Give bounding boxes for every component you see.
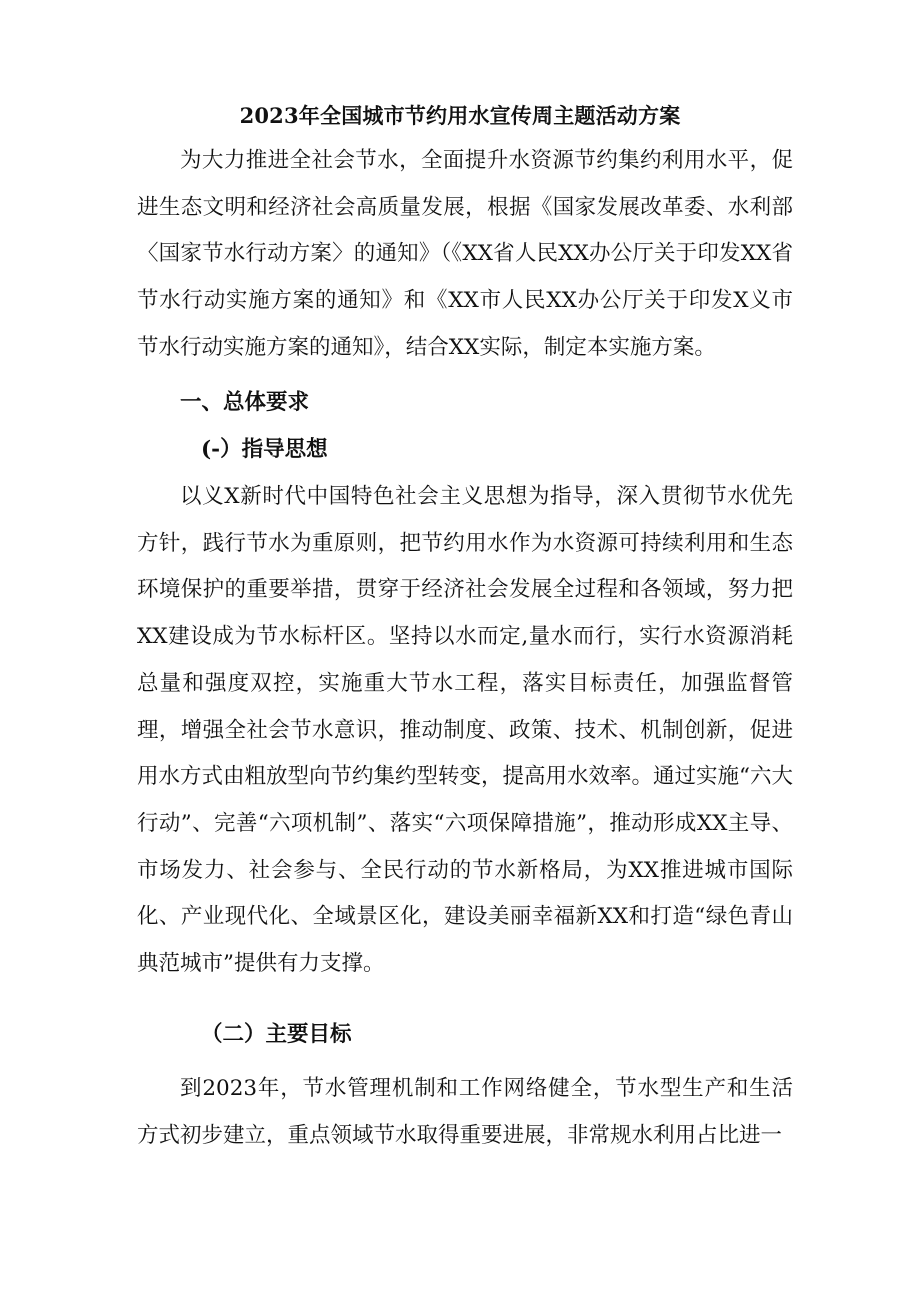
document-title: 2023年全国城市节约用水宣传周主题活动方案 bbox=[239, 103, 681, 128]
intro-paragraph: 为大力推进全社会节水，全面提升水资源节约集约利用水平，促进生态文明和经济社会高质量发展，根据《国家发展改革委、水利部〈国家节水行动方案〉的通知》（《XX省人民XX办公厅关于印发XX省节水行动实施方案的通知》和《XX市人民XX办公厅关于印发X义市节水行动实施方案的通知》，结合XX实际，制定本实施方案。 bbox=[137, 148, 793, 360]
main-goal-paragraph: 到2023年，节水管理机制和工作网络健全，节水型生产和生活方式初步建立，重点领域节水取得重要进展，非常规水利用占比进一 bbox=[137, 1076, 793, 1148]
section-heading-general-requirements: 一、总体要求 bbox=[180, 390, 310, 415]
guiding-thought-paragraph: 以义X新时代中国特色社会主义思想为指导，深入贯彻节水优先方针，践行节水为重原则，把节约用水作为水资源可持续利用和生态环境保护的重要举措，贯穿于经济社会发展全过程和各领域，努力把XX建设成为节水标杆区。坚持以水而定,量水而行，实行水资源消耗总量和强度双控，实施重大节水工程，落实目标责任，加强监督管理，增强全社会节水意识，推动制度、政策、技术、机制创新，促进用水方式由粗放型向节约集约型转变，提高用水效率。通过实施“六大行动”、完善“六项机制”、落实“六项保障措施”，推动形成XX主导、市场发力、社会参与、全民行动的节水新格局，为XX推进城市国际化、产业现代化、全域景区化，建设美丽幸福新XX和打造“绿色青山典范城市”提供有力支撑。 bbox=[137, 484, 793, 977]
subsection-heading-guiding-thought: (-）指导思想 bbox=[201, 437, 328, 462]
subsection-heading-main-goals: （二）主要目标 bbox=[201, 1022, 352, 1047]
